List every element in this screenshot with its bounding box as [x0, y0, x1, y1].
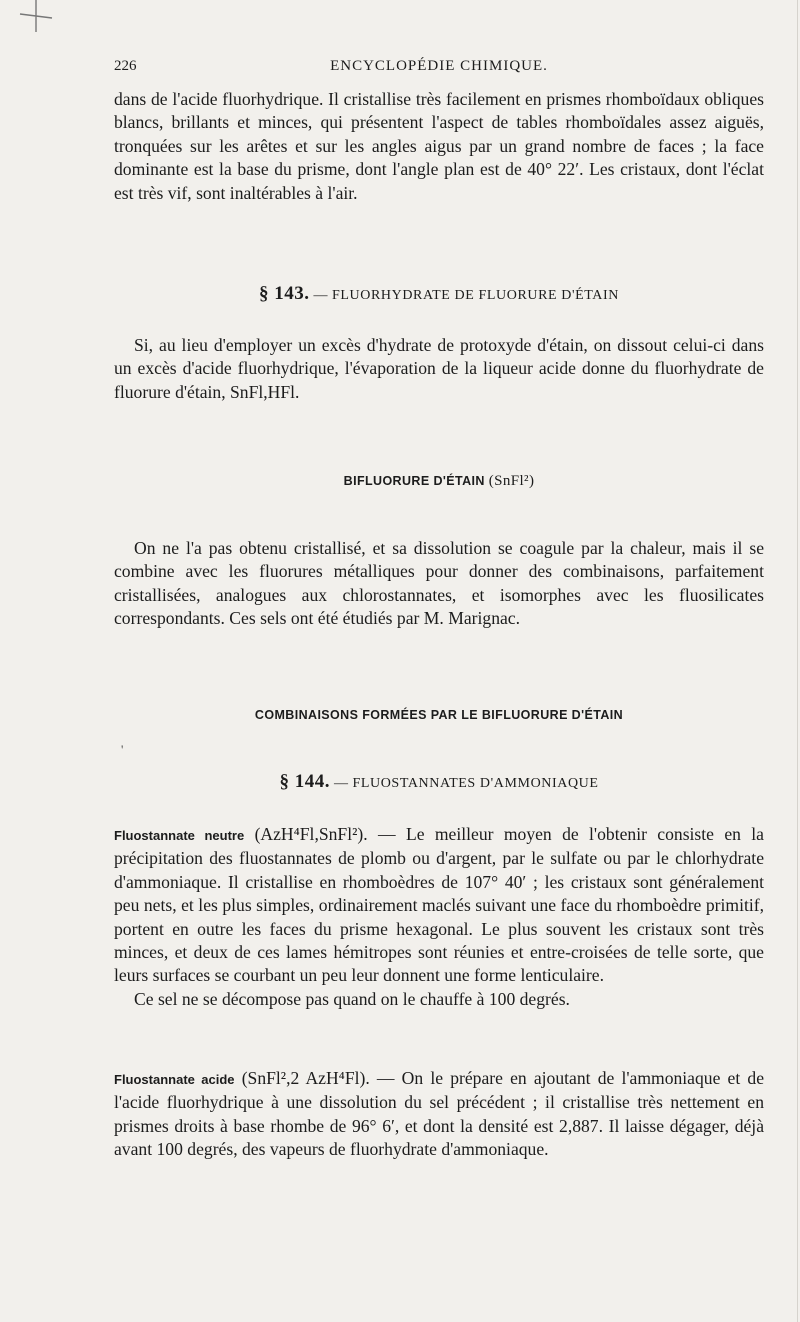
intro-paragraph	[114, 88, 764, 205]
neutre-formula: (AzH⁴Fl,SnFl²).	[254, 824, 368, 844]
intro-text: dans de l'acide fluorhydrique. Il cristallise très facilement en prismes rhomboïdaux obliques blancs, brillants et minces, qui présentent l'aspect de tables rhomboïdales assez aiguës, tronquées sur les arêtes et sur les angles aigus par un grand nombre de faces ; la face dominante est la base du prisme, dont l'angle plan est de 40° 22′. Les cristaux, dont l'éclat est très vif, sont inaltérables à l'air.	[114, 89, 764, 203]
combinaisons-title: COMBINAISONS FORMÉES PAR LE BIFLUORURE D'ÉTAIN	[254, 708, 624, 722]
bifluorure-text: On ne l'a pas obtenu cristallisé, et sa dissolution se coagule par la chaleur, mais il se combine avec les fluorures métalliques pour donner des combinaisons, parfaitement cristallisées, analogues aux chlorostannates, et isomorphes avec les fluosilicates correspondants. Ces sels ont été étudiés par M. Marignac.	[114, 538, 764, 629]
running-title: ENCYCLOPÉDIE CHIMIQUE.	[330, 58, 548, 74]
neutre-paragraph	[114, 823, 764, 1011]
acide-paragraph	[114, 1067, 764, 1162]
section-144-title: FLUOSTANNATES D'AMMONIAQUE	[352, 776, 599, 791]
acide-lead: Fluostannate acide	[114, 1072, 235, 1087]
bifluorure-formula: (SnFl²)	[488, 473, 535, 489]
section-143-text: Si, au lieu d'employer un excès d'hydrate de protoxyde d'étain, on dissout celui-ci dans un excès d'acide fluorhydrique, l'évaporation de la liqueur acide donne du fluorhydrate de fluorure d'étain, SnFl,HFl.	[114, 335, 764, 402]
bifluorure-paragraph	[114, 537, 764, 631]
section-143-paragraph	[114, 334, 764, 404]
neutre-text: — Le meilleur moyen de l'obtenir consiste en la précipitation des fluostannates de plomb ou d'argent, par le sulfate ou par le chlorhydrate d'ammoniaque. Il cristallise en rhomboèdres de 107° 40′ ; les cristaux sont généralement peu nets, et les plus simples, ordinairement maclés suivant une face du rhomboèdre primitif, portent en outre les faces du prisme hexagonal. Le plus souvent les cristaux sont très minces, et deux de ces lames hémitropes sont réunies et entre-croisées de telle sorte, que leurs surfaces se courbant un peu leur donnent une forme lenticulaire.	[114, 824, 764, 986]
section-144-number: § 144.	[279, 771, 330, 792]
acide-formula: (SnFl²,2 AzH⁴Fl).	[241, 1068, 370, 1088]
section-143-dash: —	[313, 288, 328, 303]
bifluorure-heading	[114, 473, 764, 490]
neutre-lead: Fluostannate neutre	[114, 828, 245, 843]
bifluorure-title: BIFLUORURE D'ÉTAIN	[343, 474, 485, 488]
page-edge-line	[797, 0, 798, 1322]
page-number: 226	[114, 58, 137, 74]
corner-mark-icon	[18, 0, 54, 32]
neutre-text-2: Ce sel ne se décompose pas quand on le chauffe à 100 degrés.	[134, 988, 570, 1009]
section-144-heading	[114, 771, 764, 793]
page-header	[114, 58, 764, 82]
section-144-dash: —	[333, 776, 349, 791]
section-143-title: FLUORHYDRATE DE FLUORURE D'ÉTAIN	[332, 288, 619, 303]
acide-text: — On le prépare en ajoutant de l'ammoniaque et de l'acide fluorhydrique à une dissolution du sel précédent ; il cristallise très nettement en prismes droits à base rhombe de 96° 6′, et dont la densité est 2,887. Il laisse dégager, déjà avant 100 degrés, des vapeurs de fluorhydrate d'ammoniaque.	[114, 1068, 765, 1160]
section-143-heading	[114, 283, 764, 305]
margin-mark: '	[121, 742, 124, 757]
combinaisons-heading	[114, 708, 764, 722]
section-143-number: § 143.	[259, 283, 310, 304]
